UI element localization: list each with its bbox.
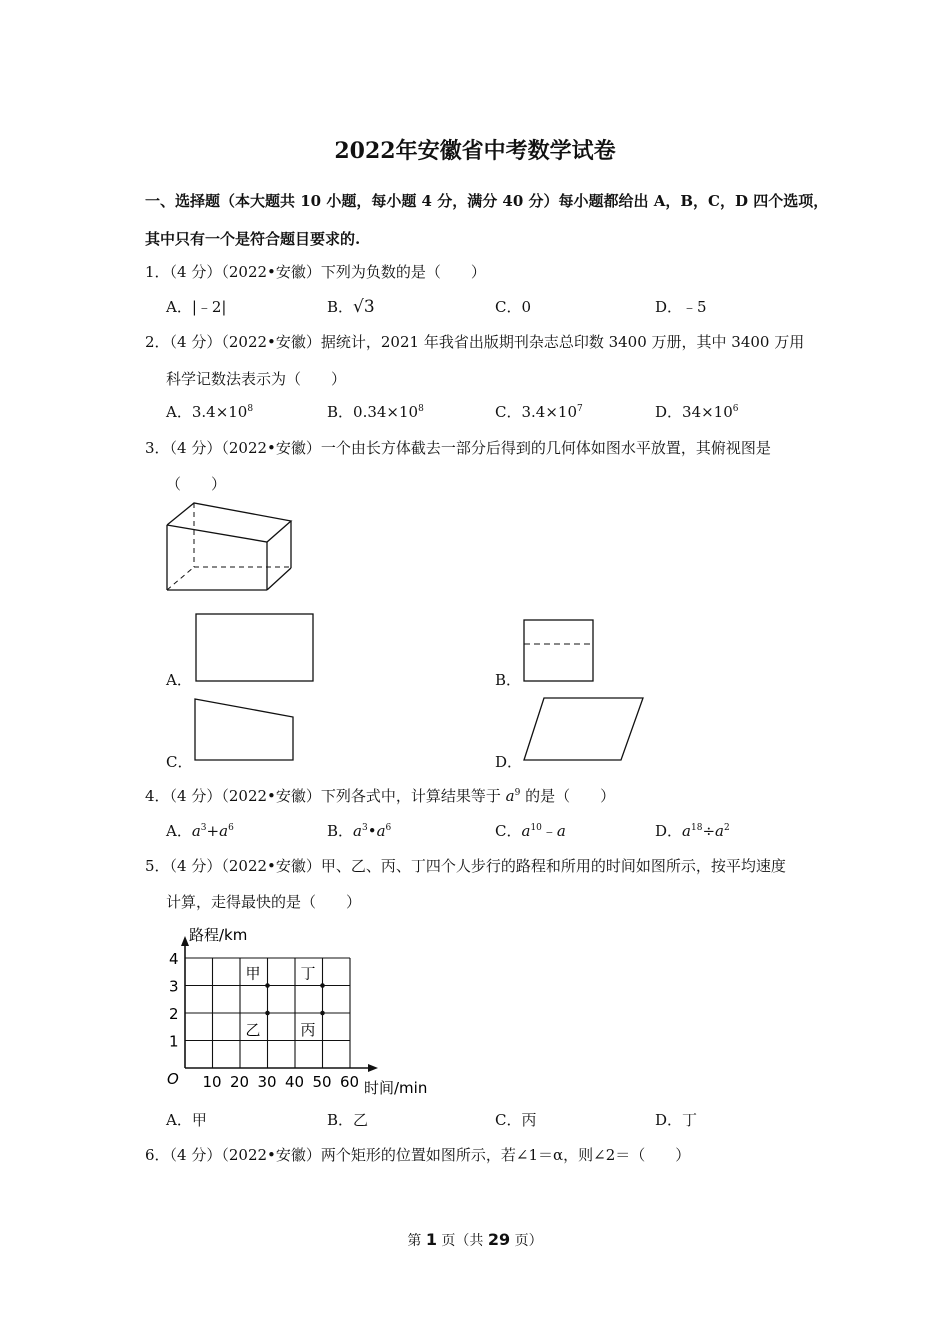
q2-option-a: A．$3.4\times 10^8$ [166,403,254,421]
q4-option-b: B．$a^3•a^6$ [327,822,392,840]
data-point [320,983,325,988]
data-point-label: 丁 [300,964,316,983]
page-number: 1 [425,1230,437,1249]
q5-distance-time-chart [155,918,455,1096]
q4-option-c: C．$a^{10}﹣a$ [495,822,566,840]
q2-stem-line1: 2．（4 分）（2022•安徽）据统计，2021 年我省出版期刊杂志总印数 3400 万册，其中 3400 万用 [145,333,805,351]
y-tick-label: 1 [169,1032,179,1051]
data-point-label: 丙 [300,1021,316,1039]
q1-option-c: C．0 [495,298,532,316]
q4-option-a: A．$a^3+a^6$ [166,822,234,840]
data-point-label: 乙 [245,1021,261,1039]
x-tick-label: 10 [202,1073,222,1091]
q3-option-b-figure [520,617,598,685]
q2-option-b: B．$0.34\times 10^8$ [327,403,424,421]
y-axis-arrow [181,936,189,946]
q1-option-b: B．√3 [327,297,375,317]
x-tick-label: 60 [340,1073,360,1091]
q1-option-d: D．﹣5 [655,298,707,316]
q2-option-c: C．$3.4\times 10^7$ [495,403,583,421]
x-axis-arrow [368,1064,378,1072]
q4-stem: 4．（4 分）（2022•安徽）下列各式中，计算结果等于 $a^9$ 的是（ ） [145,787,616,805]
y-tick-label: 2 [169,1005,179,1023]
q3-option-b-label: B． [495,671,522,689]
q3-solid-figure [160,498,300,594]
q3-option-d-label: D． [495,753,523,771]
x-tick-label: 40 [285,1073,305,1091]
q5-option-c: C．丙 [495,1111,537,1129]
data-point [265,983,270,988]
q2-option-d: D．$34\times 10^6$ [655,403,739,421]
section-heading-line2: 其中只有一个是符合题目要求的. [145,230,361,248]
x-tick-label: 50 [312,1073,332,1091]
section-heading-line1: 一、选择题（本大题共 10 小题，每小题 4 分，满分 40 分）每小题都给出 A，B，C，D 四个选项， [145,192,829,210]
chart-origin-label: O [167,1070,179,1088]
q5-option-a: A．甲 [166,1111,207,1129]
data-point [320,1011,325,1016]
q1-option-a: A．|﹣2| [166,298,227,316]
y-tick-label: 4 [169,950,179,968]
q5-stem-line1: 5．（4 分）（2022•安徽）甲、乙、丙、丁四个人步行的路程和所用的时间如图所示，按平均速度 [145,857,786,875]
x-tick-label: 20 [230,1073,250,1091]
y-tick-label: 3 [169,977,179,996]
q3-option-d-figure [520,693,648,765]
q3-option-a-figure [192,611,318,685]
x-tick-label: 30 [257,1073,277,1091]
q4-option-d: D．$a^{18}\div a^2$ [655,822,730,840]
data-point-label: 甲 [245,964,261,983]
q5-option-b: B．乙 [327,1111,369,1129]
q5-stem-line2: 计算，走得最快的是（ ） [166,893,362,911]
page-title: 2022年安徽省中考数学试卷 [334,138,616,164]
q5-option-d: D．丁 [655,1111,698,1129]
q3-option-a-label: A． [166,671,192,689]
q3-option-c-label: C． [166,753,193,771]
page-footer: 第 1 页（共 29 页） [407,1230,543,1249]
sqrt3-radical: √3 [353,297,375,317]
q3-option-c-figure [190,695,300,765]
q6-stem: 6．（4 分）（2022•安徽）两个矩形的位置如图所示，若∠1＝α，则∠2＝（ ） [145,1146,691,1164]
data-point [265,1011,270,1016]
page-total: 29 [487,1230,511,1249]
chart-x-axis-label: 时间/min [364,1079,428,1096]
q1-stem: 1．（4 分）（2022•安徽）下列为负数的是（ ） [145,263,486,281]
chart-points [246,965,325,1040]
chart-tick-labels [169,950,359,1091]
chart-y-axis-label: 路程/km [189,926,248,944]
chart-axes [181,936,378,1072]
q3-stem-line2: （ ） [166,475,227,493]
q2-stem-line2: 科学记数法表示为（ ） [166,370,347,388]
q3-stem-line1: 3．（4 分）（2022•安徽）一个由长方体截去一部分后得到的几何体如图水平放置，其俯视图是 [145,439,771,457]
